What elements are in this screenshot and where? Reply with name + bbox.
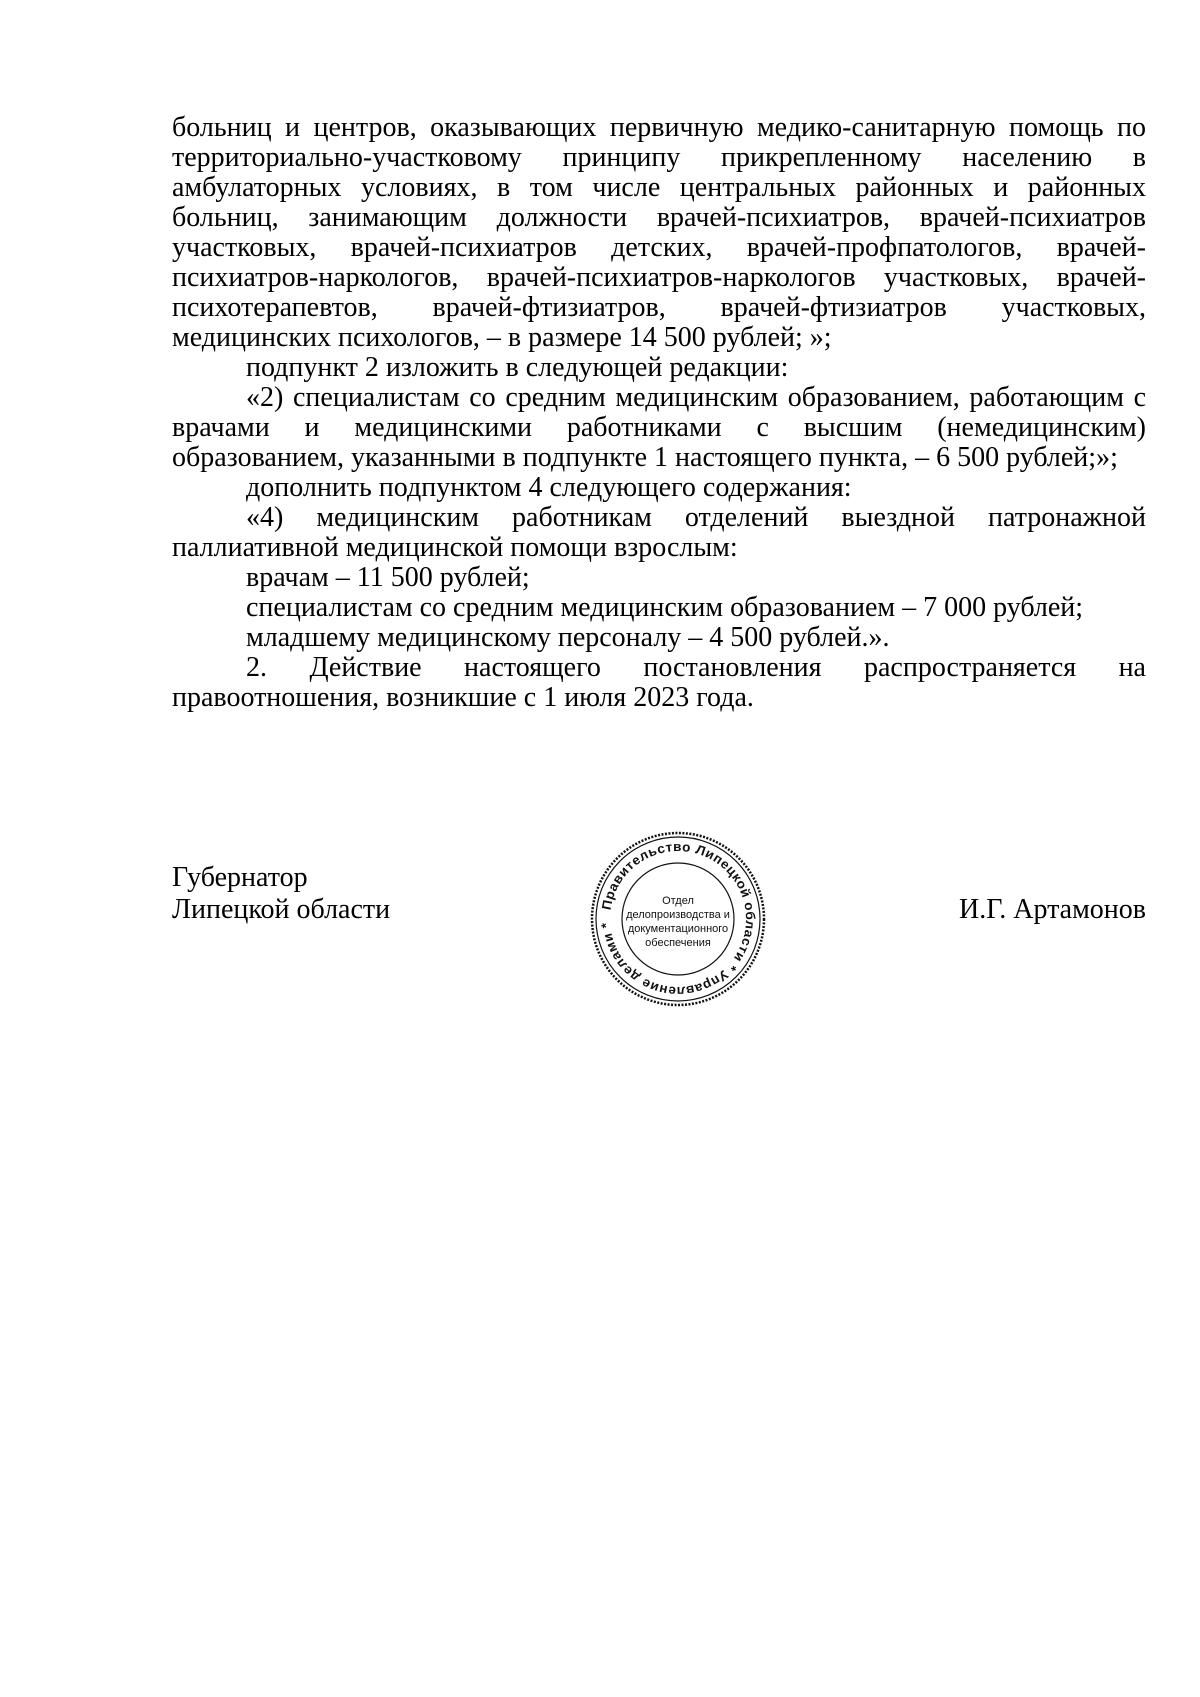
signatory-position — [172, 862, 390, 926]
stamp-center-line2: делопроизводства и — [626, 909, 730, 921]
stamp-center-line4: обеспечения — [645, 937, 711, 949]
official-stamp-seal — [589, 830, 767, 1008]
stamp-center-line3: документационного — [627, 923, 729, 935]
paragraph-subitem-4-intro: дополнить подпунктом 4 следующего содержания: — [246, 472, 852, 503]
paragraph-subitem-4-text: «4) медицинским работникам отделений выездной патронажной паллиативной медицинской помощи взрослым: — [172, 502, 1146, 563]
paragraph-effective-date: 2. Действие настоящего постановления распространяется на правоотношения, возникшие с 1 июля 2023 года. — [172, 652, 1146, 713]
signatory-position-line2: Липецкой области — [172, 894, 391, 925]
document-body — [172, 113, 1146, 713]
stamp-ring-text: Правительство Липецкой области * Управление делами * — [598, 838, 759, 1000]
paragraph-subitem-2-intro: подпункт 2 изложить в следующей редакции: — [246, 352, 789, 383]
paragraph-continuation: больниц и центров, оказывающих первичную медико-санитарную помощь по территориально-участковому принципу прикрепленному населению в амбулаторных условиях, в том числе центральных районных и районных больниц, занимающим должности врачей-психиатров, врачей-психиатров участковых, врачей-психиатров детских, врачей-профпатологов, врачей-психиатров-наркологов, врачей-психиатров-наркологов участковых, врачей-психотерапевтов, врачей-фтизиатров, врачей-фтизиатров участковых, медицинских психологов, – в размере 14 500 рублей; »; — [172, 112, 1146, 353]
stamp-seal-graphic — [589, 830, 767, 1008]
paragraph-specialists-amount: специалистам со средним медицинским образованием – 7 000 рублей; — [246, 592, 1084, 623]
paragraph-junior-staff-amount: младшему медицинскому персоналу – 4 500 рублей.». — [246, 622, 890, 653]
stamp-center-line1: Отдел — [662, 895, 694, 907]
paragraph-doctors-amount: врачам – 11 500 рублей; — [246, 562, 530, 593]
signatory-name: И.Г. Артамонов — [958, 894, 1146, 925]
signatory-position-line1: Губернатор — [172, 862, 308, 893]
paragraph-subitem-2-text: «2) специалистам со средним медицинским образованием, работающим с врачами и медицинскими работниками с высшим (немедицинским) образованием, указанными в подпункте 1 настоящего пункта, – 6 500 рублей;»; — [172, 382, 1146, 473]
